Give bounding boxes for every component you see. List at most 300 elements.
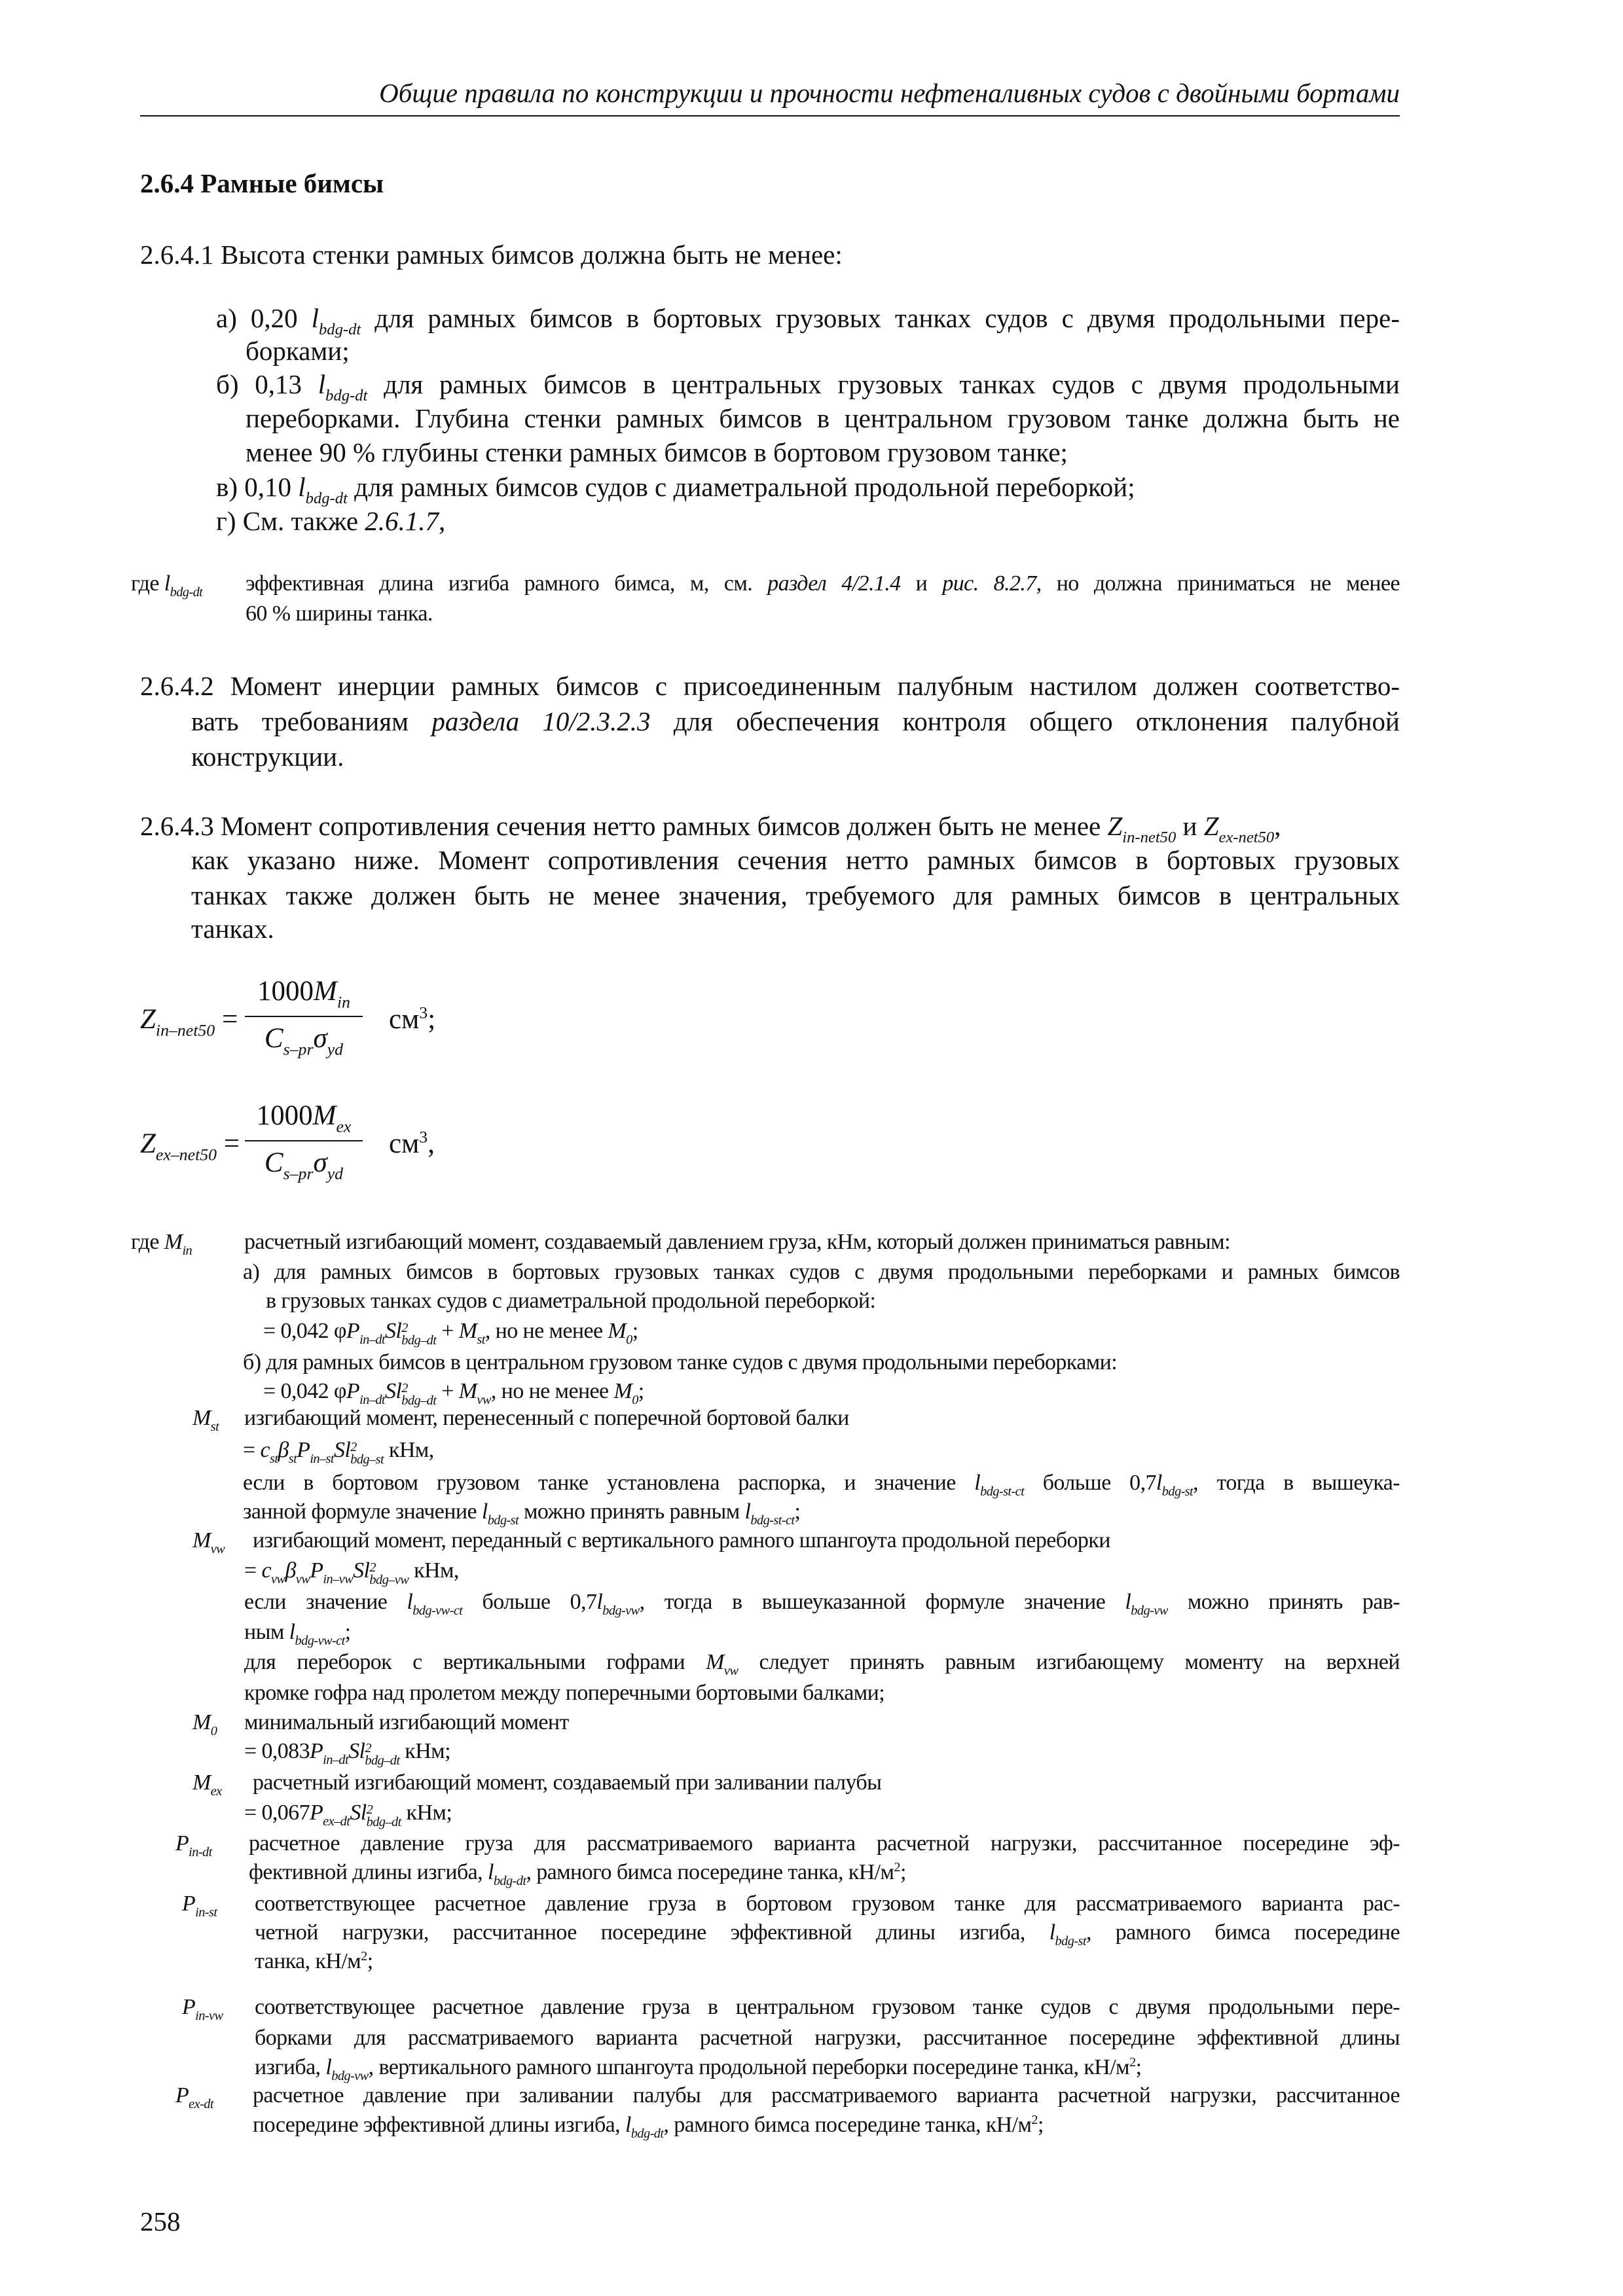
definition-line (255, 2025, 1400, 2052)
math-variable (311, 303, 361, 339)
subscript: in–dt (323, 1753, 349, 1768)
variable-symbol: l (318, 369, 326, 399)
paragraph-2-6-4-3 (191, 844, 1400, 876)
math-variable (407, 1590, 463, 1619)
variable-symbol: S (350, 1801, 361, 1825)
variable-symbol: M (192, 1528, 211, 1552)
text-run: ; (794, 1499, 801, 1524)
math-variable (164, 571, 203, 600)
subscript: bdg-vw (1131, 1604, 1168, 1619)
math-variable (625, 2113, 664, 2142)
text-run: , рамного бимса посередине (1085, 1920, 1400, 1945)
math-variable (363, 1558, 409, 1588)
text-run: в) 0,10 (216, 472, 299, 502)
definition-line (243, 1259, 1400, 1286)
exponent: 2 (366, 1802, 373, 1817)
text-run: б) для рамных бимсов в центральном грузовом танке судов с двумя продольными переборками: (243, 1350, 1118, 1374)
text-run: для рамных бимсов в бортовых грузовых танках судов с двумя продольными пере- (361, 303, 1400, 333)
subscript: 0 (632, 1393, 638, 1408)
subscript: bdg-st-ct (980, 1484, 1025, 1499)
definition-line (249, 1859, 906, 1890)
index-stack (401, 1322, 436, 1348)
symbol-p-in-vw (182, 1994, 223, 2024)
index-stack (350, 1441, 384, 1467)
text-run: , рамного бимса посередине танка, кН/м (663, 2113, 1032, 2138)
variable-symbol: P (175, 2083, 189, 2108)
subscript: st (269, 1452, 278, 1467)
variable-symbol: l (481, 1499, 488, 1524)
math-variable (346, 1319, 385, 1348)
superscript: 2 (1031, 2113, 1038, 2127)
variable-symbol: M (706, 1650, 724, 1674)
definition-line (244, 1710, 569, 1736)
text-run: для переборок с вертикальными гофрами (244, 1650, 706, 1674)
text-run: 2.6.4.2 Момент инерции рамных бимсов с присоединенным палубным настилом должен соответство- (140, 671, 1400, 701)
variable-symbol: σ (313, 1147, 327, 1178)
math-variable (312, 1100, 352, 1136)
math-variable (385, 1379, 395, 1403)
text-run: если в бортовом грузовом танке установлена распорка, и значение (243, 1471, 975, 1495)
subscript: st (210, 1420, 219, 1435)
text-run: для рамных бимсов судов с диаметральной продольной переборкой; (347, 472, 1135, 502)
subscript: bdg-st (487, 1513, 519, 1528)
superscript: 3 (419, 1003, 428, 1022)
symbol-p-in-st (182, 1891, 217, 1921)
math-variable (164, 1230, 192, 1259)
fraction-bar (245, 1140, 363, 1141)
definition-line (244, 1405, 849, 1432)
variable-symbol: S (333, 1438, 345, 1462)
index-stack (369, 1562, 409, 1587)
definition-line (249, 1831, 1400, 1857)
math-variable (140, 1004, 215, 1040)
formula-line (244, 1738, 450, 1768)
formula-z-ex-net50 (140, 1100, 533, 1191)
definition-line (255, 1994, 1400, 2021)
math-variable (318, 369, 368, 405)
formula-unit (389, 1003, 435, 1037)
definition-line (244, 1649, 1400, 1679)
variable-symbol: σ (313, 1023, 327, 1054)
text-run: + (436, 1379, 459, 1403)
text-run: расчетное давление при заливании палубы для рассматриваемого варианта расчетной нагрузки, рассчитанное (253, 2083, 1400, 2108)
index-stack (367, 1804, 401, 1829)
definition-line (244, 1589, 1400, 1619)
text-run: борками; (246, 336, 350, 366)
text-run: = (215, 1004, 238, 1035)
text-run: фективной длины изгиба, (249, 1860, 488, 1885)
text-run: ; (344, 1620, 351, 1644)
math-variable (297, 1438, 334, 1467)
text-run: , тогда в вышеука- (1193, 1471, 1400, 1495)
math-variable (278, 1438, 297, 1467)
math-variable (264, 1147, 314, 1183)
text-run: а) 0,20 (216, 303, 312, 333)
subscript: 0 (210, 1724, 217, 1739)
text-run: 2.6.4.1 Высота стенки рамных бимсов должна быть не менее: (140, 240, 843, 270)
text-run: 2.6.4.3 Момент сопротивления сечения нетто рамных бимсов должен быть не менее (140, 811, 1108, 841)
variable-symbol: Z (1203, 811, 1219, 841)
variable-symbol: P (182, 1892, 196, 1916)
subscript: vw (210, 1542, 225, 1557)
variable-symbol: P (346, 1319, 360, 1343)
text-run: посередине эффективной длины изгиба, (253, 2113, 625, 2138)
text-run: 1000 (257, 976, 314, 1007)
index-stack (365, 1742, 399, 1768)
exponent: 2 (369, 1560, 376, 1575)
math-variable (744, 1499, 795, 1528)
variable-symbol: l (359, 1739, 365, 1763)
paragraph-2-6-4-2 (191, 706, 1400, 738)
text-run: см (389, 1128, 420, 1159)
math-variable (1107, 811, 1176, 847)
definition-line (255, 1891, 1400, 1918)
text-run: расчетный изгибающий момент, создаваемый при заливании палубы (253, 1770, 882, 1795)
subscript: bdg-dt (630, 2126, 664, 2142)
variable-symbol: l (1125, 1590, 1131, 1614)
math-variable (192, 1528, 225, 1557)
text-run: ; (632, 1319, 638, 1343)
subscript: in–st (310, 1452, 334, 1467)
text-run: переборками. Глубина стенки рамных бимсов в центральном грузовом танке должна быть не (246, 403, 1400, 433)
subscript: yd (327, 1039, 344, 1059)
variable-symbol: S (353, 1558, 364, 1583)
definition-line (244, 1229, 1230, 1256)
variable-symbol: M (458, 1319, 477, 1343)
item-b-line (246, 403, 1400, 435)
math-variable (1125, 1590, 1168, 1619)
variable-symbol: M (613, 1379, 632, 1403)
text-run: изгиба, (255, 2055, 326, 2080)
text-run: 1000 (256, 1100, 313, 1131)
text-run: , вертикального рамного шпангоута продольной переборки посередине танка, кН/м (368, 2055, 1129, 2080)
subscript: in-vw (195, 2009, 223, 2024)
variable-symbol: l (407, 1590, 413, 1614)
italic-reference: раздел 4/2.1.4 (767, 571, 901, 596)
formula-lhs (140, 1127, 240, 1166)
text-run: больше 0,7 (1024, 1471, 1156, 1495)
subscript: ex-net50 (1218, 829, 1275, 847)
text-run: борками для рассматриваемого варианта расчетной нагрузки, рассчитанное посередине эффективной длины (255, 2026, 1400, 2050)
subscript: bdg-vw-ct (295, 1634, 345, 1649)
text-run: ; (428, 1004, 436, 1035)
formula-line (243, 1437, 434, 1467)
variable-symbol: l (974, 1471, 981, 1495)
formula-lhs (140, 1003, 238, 1041)
text-run: четной нагрузки, рассчитанное посередине эффективной длины изгиба, (255, 1920, 1049, 1945)
subscript: vw (270, 1572, 285, 1587)
subscript: bdg–st (350, 1452, 384, 1467)
math-variable (481, 1499, 519, 1528)
subscript: bdg-dt (325, 387, 368, 405)
variable-symbol: S (348, 1739, 359, 1763)
formula-unit (389, 1127, 435, 1161)
paragraph-2-6-4-2 (191, 741, 344, 773)
subscript: in (337, 992, 350, 1012)
math-variable (1049, 1920, 1086, 1949)
subscript: in-dt (189, 1845, 212, 1860)
symbol-p-ex-dt (175, 2083, 213, 2113)
variable-symbol: C (264, 1147, 283, 1178)
paragraph-2-6-4-3 (140, 810, 1281, 848)
text-run: см (389, 1004, 420, 1035)
where-definition (246, 571, 1400, 598)
definition-line (253, 1528, 1110, 1554)
text-run: расчетный изгибающий момент, создаваемый давлением груза, кНм, который должен приниматься равным: (244, 1230, 1230, 1254)
text-run: можно принять рав- (1167, 1590, 1400, 1614)
italic-reference: 2.6.1.7 (365, 506, 439, 536)
text-run: кНм, (409, 1558, 459, 1583)
text-run: танка, кН/м (255, 1949, 361, 1974)
text-run: , но не менее (490, 1379, 614, 1403)
math-variable (360, 1801, 401, 1830)
math-variable (613, 1379, 638, 1408)
math-variable (395, 1319, 437, 1348)
definition-line (255, 1920, 1400, 1950)
subscript: bdg-dt (170, 585, 203, 600)
paragraph-2-6-4-3 (191, 913, 274, 945)
variable-symbol: M (608, 1319, 627, 1343)
subscript: in (182, 1244, 192, 1259)
text-run: вать требованиям (191, 706, 432, 736)
formula-denominator (238, 1147, 369, 1184)
math-variable (175, 1831, 212, 1860)
text-run: кНм, (384, 1438, 434, 1462)
subscript: ex–net50 (155, 1145, 217, 1164)
formula-denominator (238, 1022, 369, 1060)
index-stack (401, 1382, 436, 1408)
text-run: и (1176, 811, 1204, 841)
text-run: кНм; (401, 1801, 452, 1825)
text-run: где (131, 571, 164, 596)
symbol-m-ex (192, 1770, 222, 1800)
math-variable (325, 2055, 369, 2084)
subscript: bdg–vw (369, 1573, 409, 1588)
variable-symbol: β (285, 1558, 296, 1583)
symbol-p-in-dt (175, 1831, 212, 1861)
formula-line (263, 1318, 638, 1348)
exponent: 2 (365, 1740, 371, 1755)
definition-line (244, 1680, 884, 1707)
text-run: = 0,083 (244, 1739, 310, 1763)
variable-symbol: β (278, 1438, 289, 1462)
math-variable (596, 1590, 640, 1619)
text-run: , но не менее (484, 1319, 608, 1343)
math-variable (974, 1471, 1025, 1499)
subscript: in–dt (359, 1333, 385, 1348)
subscript: 0 (626, 1333, 632, 1348)
subscript: bdg–dt (365, 1753, 400, 1768)
variable-symbol: M (458, 1379, 477, 1403)
math-variable (192, 1770, 222, 1799)
text-run: соответствующее расчетное давление груза в бортовом грузовом танке для рассматриваемого варианта рас- (255, 1892, 1400, 1916)
subscript: in-net50 (1122, 829, 1176, 847)
math-variable (487, 1860, 526, 1889)
text-run: ным (244, 1620, 289, 1644)
where-definition (246, 601, 433, 628)
text-run: изгибающий момент, переданный с вертикального рамного шпангоута продольной переборки (253, 1528, 1110, 1552)
variable-symbol: l (395, 1319, 402, 1343)
text-run: но должна приниматься не менее (1041, 571, 1400, 596)
superscript: 2 (894, 1860, 901, 1874)
subscript: ex-dt (189, 2097, 213, 2112)
subscript: ex–dt (323, 1814, 350, 1829)
text-run: , рамного бимса посередине танка, кН/м (526, 1860, 894, 1885)
formula-line (244, 1800, 452, 1830)
exponent: 2 (401, 1320, 408, 1335)
superscript: 3 (419, 1127, 428, 1147)
math-variable (395, 1379, 437, 1408)
text-run: , (428, 1128, 435, 1159)
variable-symbol: M (164, 1230, 183, 1254)
variable-symbol: l (395, 1379, 402, 1403)
math-variable (140, 1128, 217, 1164)
variable-symbol: M (192, 1406, 211, 1430)
math-variable (350, 1801, 360, 1825)
definition-line (253, 1770, 881, 1797)
variable-symbol: P (346, 1379, 360, 1403)
italic-reference: рис. 8.2.7, (942, 571, 1042, 596)
page-number: 258 (140, 2206, 181, 2236)
text-run: минимальный изгибающий момент (244, 1710, 569, 1734)
definition-line (255, 2054, 1141, 2085)
variable-symbol: l (596, 1590, 603, 1614)
exponent: 2 (401, 1380, 408, 1395)
subscript: in–vw (323, 1572, 354, 1587)
text-run: г) См. также (216, 506, 365, 536)
subscript: ex (336, 1117, 352, 1136)
math-variable (353, 1558, 363, 1583)
superscript: 2 (361, 1949, 367, 1964)
variable-symbol: C (264, 1023, 283, 1054)
text-run: + (436, 1319, 459, 1343)
definition-line (255, 1948, 373, 1975)
variable-symbol: l (164, 571, 170, 596)
text-run: если значение (244, 1590, 407, 1614)
fraction-bar (245, 1016, 363, 1017)
math-variable (458, 1319, 485, 1348)
text-run: ; (367, 1949, 373, 1974)
subscript: ex (210, 1784, 222, 1799)
math-variable (182, 1892, 217, 1920)
variable-symbol: l (325, 2055, 332, 2080)
symbol-m-vw (192, 1528, 225, 1558)
italic-reference: раздела 10/2.3.2.3 (431, 706, 651, 736)
definition-line (244, 1619, 351, 1649)
text-run: = (217, 1128, 240, 1159)
exponent: 2 (350, 1439, 357, 1454)
text-run: = (243, 1438, 261, 1462)
subscript: in–dt (359, 1393, 385, 1408)
symbol-m-in (131, 1229, 192, 1259)
text-run: и (900, 571, 943, 596)
variable-symbol: Z (140, 1004, 156, 1035)
header-divider (140, 115, 1400, 117)
text-run: для обеспечения контроля общего отклонения палубной (650, 706, 1400, 736)
symbol-m-st (192, 1405, 219, 1435)
paragraph-2-6-4-2 (140, 670, 1400, 702)
math-variable (298, 472, 348, 508)
math-variable (309, 1739, 349, 1768)
text-run: ; (638, 1379, 644, 1403)
item-b-line (216, 368, 1400, 406)
definition-line (253, 2083, 1400, 2109)
variable-symbol: P (182, 1995, 196, 2019)
subscript: bdg-st (1055, 1934, 1086, 1949)
text-run: эффективная длина изгиба рамного бимса, м, см. (246, 571, 768, 596)
variable-symbol: l (625, 2113, 631, 2138)
text-run: больше 0,7 (462, 1590, 597, 1614)
definition-line (253, 2112, 1044, 2142)
math-variable (310, 1558, 354, 1587)
variable-symbol: M (312, 1100, 337, 1131)
item-b-line (246, 437, 1068, 469)
where-symbol (131, 571, 202, 601)
item-g-line (216, 505, 445, 537)
subscript: bdg–dt (366, 1815, 401, 1830)
variable-symbol: l (1049, 1920, 1055, 1945)
definition-line (243, 1470, 1400, 1500)
text-run: танках также должен быть не менее значения, требуемого для рамных бимсов в центральных (191, 880, 1400, 910)
math-variable (359, 1739, 400, 1768)
superscript: 2 (1129, 2055, 1136, 2070)
variable-symbol: c (260, 1438, 270, 1462)
text-run: , (439, 506, 446, 536)
variable-symbol: P (309, 1801, 323, 1825)
text-run: танках. (191, 914, 274, 944)
subscript: bdg-vw (602, 1604, 640, 1619)
text-run: расчетное давление груза для рассматриваемого варианта расчетной нагрузки, рассчитанное посередине эф- (249, 1831, 1400, 1856)
variable-symbol: l (311, 303, 319, 333)
subscript: vw (295, 1572, 310, 1587)
subscript: s–pr (283, 1164, 314, 1183)
variable-symbol: Z (1107, 811, 1123, 841)
subscript: st (288, 1452, 297, 1467)
subscript: in–net50 (155, 1020, 215, 1040)
variable-symbol: l (298, 472, 306, 502)
text-run: а) для рамных бимсов в бортовых грузовых танках судов с двумя продольными переборками и рамных бимсов (243, 1260, 1400, 1284)
variable-symbol: Z (140, 1128, 156, 1159)
variable-symbol: S (385, 1319, 396, 1343)
subscript: bdg-dt (305, 490, 348, 508)
formula-numerator (238, 975, 369, 1013)
formula-numerator (238, 1100, 369, 1137)
subscript: vw (723, 1664, 739, 1679)
formula-line (244, 1558, 459, 1588)
math-variable (289, 1620, 345, 1649)
paragraph-2-6-4-1 (140, 239, 843, 271)
text-run: для рамных бимсов в центральных грузовых танках судов с двумя продольными (367, 369, 1400, 399)
text-run: б) 0,13 (216, 369, 318, 399)
math-variable (264, 1023, 314, 1059)
math-variable (1203, 811, 1275, 847)
formula-line (263, 1378, 644, 1408)
subscript: yd (327, 1164, 344, 1183)
math-variable (344, 1438, 384, 1467)
text-run: = 0,042 φ (263, 1379, 346, 1403)
item-a-line (216, 302, 1400, 340)
subscript: in-st (195, 1905, 217, 1920)
text-run: , тогда в вышеуказанной формуле значение (639, 1590, 1125, 1614)
math-variable (313, 1023, 344, 1059)
item-a-line (246, 335, 350, 367)
text-run: ; (1135, 2055, 1142, 2080)
math-variable (1156, 1471, 1194, 1499)
variable-symbol: l (363, 1558, 370, 1583)
math-variable (458, 1379, 491, 1408)
text-run: занной формуле значение (243, 1499, 482, 1524)
text-run: кНм; (399, 1739, 450, 1763)
